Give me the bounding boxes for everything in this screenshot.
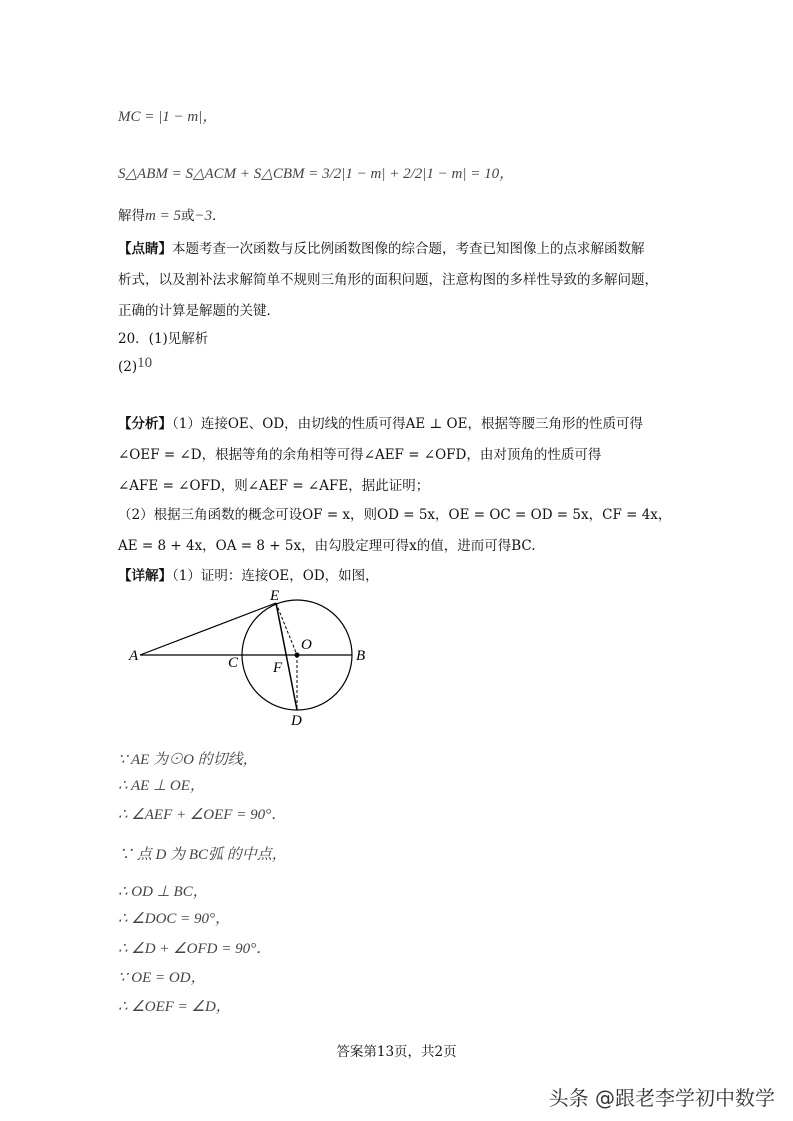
eq-area: S△ABM = S△ACM + S△CBM = 3/2|1 − m| + 2/2|1 − m| = 10， <box>118 166 515 182</box>
dianjing-2: 析式，以及割补法求解简单不规则三角形的面积问题，注意构图的多样性导致的多解问题， <box>118 272 658 288</box>
q20-part2 <box>118 355 152 375</box>
tangent-ae <box>140 603 276 655</box>
fenxi-2: ∠OEF = ∠D，根据等角的余角相等可得∠AEF = ∠OFD，由对顶角的性质可得 <box>118 447 602 463</box>
label-e: E <box>270 588 280 604</box>
q20-part1: 20．(1)见解析 <box>118 331 209 347</box>
text: 解得 <box>118 208 145 224</box>
xiangjie-1 <box>118 564 379 584</box>
step-6: ∴ ∠DOC = 90°， <box>118 911 231 927</box>
fenxi-4: （2）根据三角函数的概念可设OF = x，则OD = 5x，OE = OC = OD = 5x，CF = 4x， <box>118 507 672 523</box>
math: 10 <box>137 355 153 371</box>
step-5: ∴ OD ⊥ BC， <box>118 884 208 900</box>
label-d: D <box>291 713 302 729</box>
text: 或 <box>180 208 195 224</box>
radius-oe <box>276 603 297 655</box>
label-f: F <box>273 660 283 676</box>
watermark: 头条 @跟老李学初中数学 <box>548 1086 775 1110</box>
center-point <box>295 653 300 658</box>
step-1: ∵ AE 为⊙O 的切线， <box>118 752 258 768</box>
tag: 【点睛】 <box>118 241 172 257</box>
solution-m <box>118 204 226 225</box>
fenxi-1 <box>118 412 643 432</box>
geometry-diagram <box>125 585 385 735</box>
math: −3 <box>194 208 213 224</box>
fenxi-3: ∠AFE = ∠OFD，则∠AEF = ∠AFE，据此证明； <box>118 478 430 494</box>
step-2: ∴ AE ⊥ OE， <box>118 778 205 794</box>
label-o: O <box>301 637 312 653</box>
text: 本题考查一次函数与反比例函数图像的综合题，考查已知图像上的点求解函数解 <box>172 241 645 257</box>
step-8: ∵ OE = OD， <box>118 970 206 986</box>
step-9: ∴ ∠OEF = ∠D， <box>118 999 231 1015</box>
label-b: B <box>356 648 366 664</box>
fenxi-5: AE = 8 + 4x，OA = 8 + 5x，由勾股定理可得x的值，进而可得BC. <box>118 538 536 554</box>
tag: 【分析】 <box>118 416 172 432</box>
step-7: ∴ ∠D + ∠OFD = 90°． <box>118 941 272 957</box>
step-4: ∵ 点 D 为 BC弧 的中点， <box>118 847 287 863</box>
math: m = 5 <box>145 208 181 224</box>
text: （1）连接OE、OD，由切线的性质可得AE ⊥ OE，根据等腰三角形的性质可得 <box>172 416 643 432</box>
text: ． <box>212 208 226 224</box>
page-footer: 答案第13页，共2页 <box>336 1044 457 1060</box>
text: (2) <box>118 359 138 375</box>
eq-mc: MC = |1 − m|， <box>118 109 218 125</box>
text: （1）证明：连接OE，OD，如图， <box>172 568 379 584</box>
step-3: ∴ ∠AEF + ∠OEF = 90°． <box>118 807 287 823</box>
dianjing-3: 正确的计算是解题的关键． <box>118 303 280 319</box>
chord-ed <box>276 603 297 710</box>
label-a: A <box>129 648 139 664</box>
tag: 【详解】 <box>118 568 172 584</box>
label-c: C <box>228 655 239 671</box>
dianjing-1 <box>118 237 645 257</box>
